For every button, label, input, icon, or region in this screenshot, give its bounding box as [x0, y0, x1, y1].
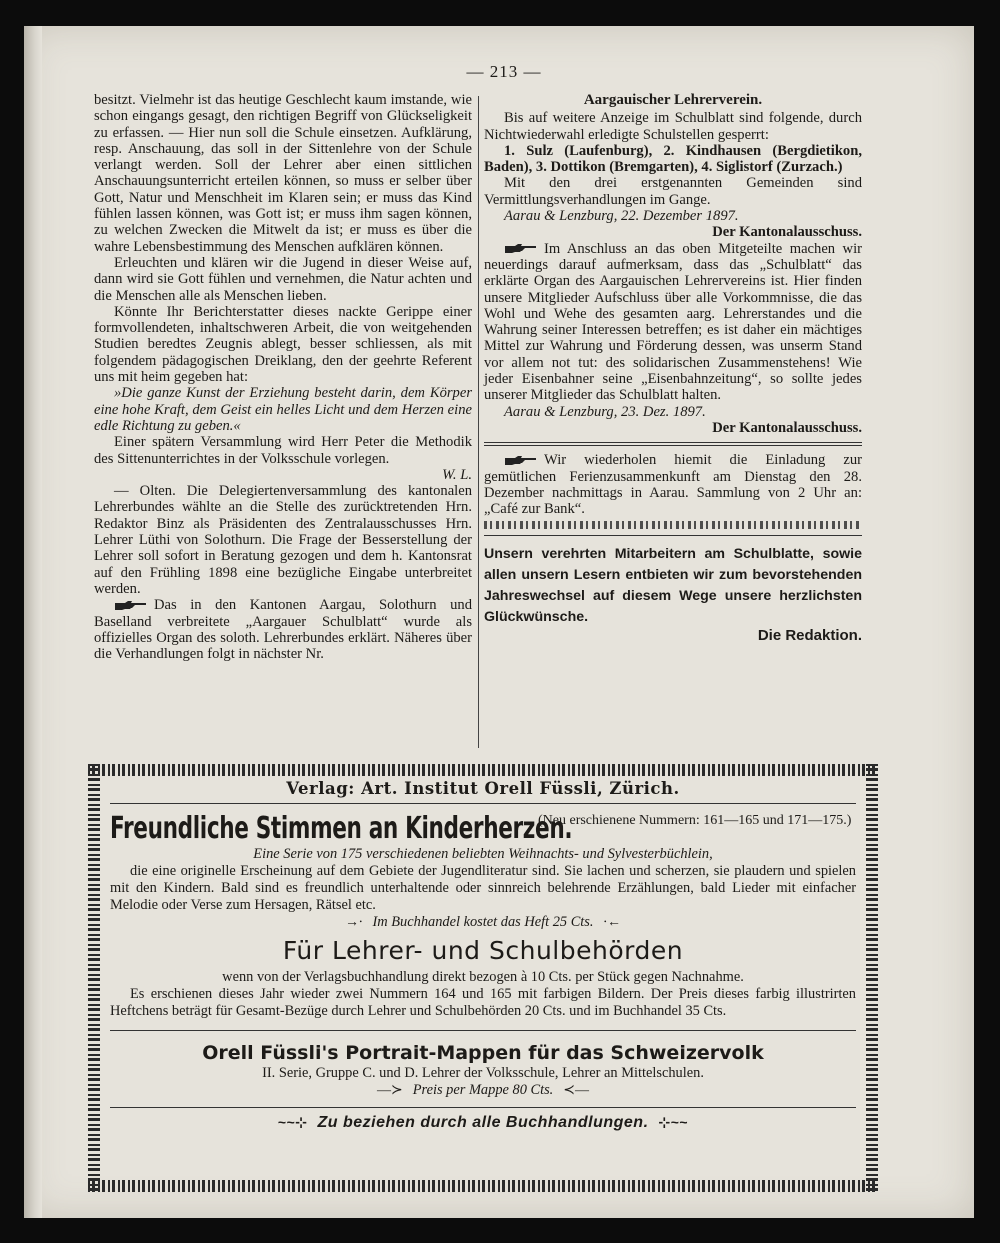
ornamental-border-right: [866, 764, 878, 1192]
pointing-hand-icon: [504, 455, 538, 467]
ad-description: die eine originelle Erscheinung auf dem Gebiete der Jugendliteratur sind. Sie lachen und scherzen, sie plaudern und spielen mit den Kindern. Bald sind es freundlich unterhaltende oder sinnreich belehrende Erzählungen, bald Lieder mit einfacher Melodie oder Verse zum Hersagen, Rätsel etc.: [110, 863, 856, 913]
pointing-hand-icon: [114, 600, 148, 612]
closed-positions-list: 1. Sulz (Laufenburg), 2. Kindhausen (Bergdietikon, Baden), 3. Dottikon (Bremgarten), 4. Siglistorf (Zurzach.): [484, 142, 862, 176]
flourish-icon: ∙←: [603, 915, 622, 930]
colour-edition-note: Es erschienen dieses Jahr wieder zwei Nummern 164 und 165 mit farbigen Bildern. Der Preis dieses farbig illustrirten Heftchens beträgt für Gesamt-Bezüge durch Lehrer und Schulbehörden 20 Cts. und im Buchhandel 35 Cts.: [110, 986, 856, 1019]
title-row: [110, 812, 856, 846]
ornamental-border-left: [88, 764, 100, 1192]
publisher-line: Verlag: Art. Institut Orell Füssli, Zürich.: [286, 779, 680, 798]
flourish-icon: —≻: [376, 1083, 403, 1098]
portrait-folders-title: Orell Füssli's Portrait-Mappen für das Schweizervolk: [202, 1042, 764, 1064]
article-paragraph: besitzt. Vielmehr ist das heutige Geschlecht kaum imstande, wie schon eingangs gesagt, den richtigen Begriff von Glückseligkeit zu erfassen. — Hier nun soll die Schule einsetzen. Aufklärung, resp. Anschauung, das soll in der Sittenlehre von der Schule verlangt werden. Soll der Lehrer aber einen sittlichen Anschauungsunterricht erteilen können, so muss er selber über Gott, Natur und Menschheit im Klaren sein; er muss das Kind fühlen lassen können, was Gott ist; er muss ihm sagen können, zu welchen Zwecken die Mitwelt da ist; er muss es über die wahre Lebensbestimmung des Menschen aufklären können.: [94, 92, 472, 255]
ornamental-rule: [484, 521, 862, 529]
portrait-folders-series: II. Serie, Gruppe C. und D. Lehrer der Volksschule, Lehrer an Mittelschulen.: [262, 1065, 704, 1081]
thin-rule: [110, 1030, 856, 1031]
shop-price-line: →∙ Im Buchhandel kostet das Heft 25 Cts. ∙←: [344, 914, 622, 930]
ornamental-border-bottom: [88, 1180, 878, 1192]
article-paragraph: Erleuchten und klären wir die Jugend in dieser Weise auf, dann wird sie Gott fühlen und vernehmen, die Natur achten und die Menschen alle als Menschen lieben.: [94, 254, 472, 304]
schulblatt-paragraph: Das in den Kantonen Aargau, Solothurn und Baselland verbreitete „Aargauer Schulblatt“ wurde als offizielles Organ des soloth. Lehrerbundes erklärt. Näheres über die Verhandlungen folgt in nächster Nr.: [94, 597, 472, 663]
new-year-greeting: Unsern verehrten Mitarbeitern am Schulblatte, sowie allen unsern Lesern entbieten wir zum bevorstehenden Jahreswechsel auf diesem Wege unsere herzlichsten Glückwünsche.: [484, 546, 862, 626]
portrait-folders-price: —≻ Preis per Mappe 80 Cts. ≺—: [376, 1082, 590, 1098]
flourish-icon: →∙: [344, 915, 363, 930]
flourish-icon: ≺—: [563, 1083, 590, 1098]
author-signature: W. L.: [442, 466, 472, 483]
column-divider: [478, 96, 479, 748]
article-paragraph: Mit den drei erstgenannten Gemeinden sind Vermittlungsverhandlungen im Gange.: [484, 175, 862, 208]
new-numbers-note: (Neu erschienene Nummern: 161—165 und 171—175.): [538, 813, 852, 828]
order-line: wenn von der Verlagsbuchhandlung direkt bezogen à 10 Cts. per Stück gegen Nachnahme.: [222, 969, 744, 985]
page-binding: [24, 26, 42, 1218]
advertisement-content: [110, 780, 856, 1131]
membership-paragraph: Im Anschluss an das oben Mitgeteilte machen wir neuerdings darauf aufmerksam, dass das „Schulblatt“ das erklärte Organ des Aargauischen Lehrervereins ist. Hier finden unsere Mitglieder Aufschluss über alle Vorkommnisse, die das Wohl und Wehe des gesamten aarg. Lehrerstandes und die Wahrung seiner Interessen betreffen; es ist daher ein mächtiges Mittel zur Wahrung und Förderung dessen, was unserm Stand vor allem not tut: des solidarischen Zusammenstehens! Wie jeder Eisenbahner seine „Eisenbahnzeitung“, so sollte jedes unserer Mitglieder das Schulblatt halten.: [484, 240, 862, 404]
availability-line: ~~⊹ Zu beziehen durch alle Buchhandlungen. ⊹~~: [277, 1114, 689, 1131]
left-column: [94, 92, 472, 662]
committee-signature: Der Kantonalausschuss.: [712, 419, 862, 436]
ad-title: Freundliche Stimmen an Kinderherzen.: [110, 811, 573, 846]
thin-rule: [110, 1107, 856, 1108]
flourish-icon: ~~⊹: [277, 1114, 308, 1130]
invitation-paragraph: Wir wiederholen hiemit die Einladung zur gemütlichen Ferienzusammenkunft am Dienstag den 28. Dezember nachmittags in Aarau. Sammlung von 2 Uhr an: „Café zur Bank“.: [484, 452, 862, 518]
right-column: [484, 92, 862, 645]
flourish-icon: ⊹~~: [658, 1114, 689, 1130]
section-heading: Aargauischer Lehrerverein.: [583, 92, 763, 108]
dateline: Aarau & Lenzburg, 22. Dezember 1897.: [504, 208, 739, 225]
committee-signature: Der Kantonalausschuss.: [712, 224, 862, 241]
pointing-hand-icon: [504, 243, 538, 255]
editorial-signature: Die Redaktion.: [757, 627, 862, 645]
teachers-heading: Für Lehrer- und Schulbehörden: [282, 936, 684, 965]
double-rule: [484, 442, 862, 446]
ornamental-border-top: [88, 764, 878, 776]
article-paragraph: Einer spätern Versammlung wird Herr Peter die Methodik des Sittenunterrichtes in der Volksschule vorlegen.: [94, 434, 472, 467]
advertisement-box: [88, 764, 878, 1192]
dateline: Aarau & Lenzburg, 23. Dez. 1897.: [504, 403, 706, 420]
page-number: — 213 —: [466, 62, 542, 81]
newspaper-page: [24, 26, 974, 1218]
thin-rule: [484, 535, 862, 536]
thin-rule: [110, 803, 856, 804]
series-line: Eine Serie von 175 verschiedenen beliebten Weihnachts- und Sylvesterbüchlein,: [253, 846, 713, 862]
quote-paragraph: »Die ganze Kunst der Erziehung besteht darin, dem Körper eine hohe Kraft, dem Geist ein helles Licht und dem Herzen eine edle Richtung zu geben.«: [94, 385, 472, 434]
article-paragraph: Bis auf weitere Anzeige im Schulblatt sind folgende, durch Nichtwiederwahl erledigte Schulstellen gesperrt:: [484, 110, 862, 143]
article-paragraph: Könnte Ihr Berichterstatter dieses nackte Gerippe einer formvollendeten, inhaltschweren Arbeit, die von weitgehenden Studien beredtes Zeugnis ablegt, besser schliessen, als mit folgendem pädagogischen Dreiklang, den der geehrte Referent uns mit heim gegeben hat:: [94, 303, 472, 386]
olten-paragraph: — Olten. Die Delegiertenversammlung des kantonalen Lehrerbundes wählte an die Stelle des zurücktretenden Hrn. Redaktor Binz als Präsidenten des Zentralausschusses Hrn. Lehrer Lüthi von Solothurn. Die Frage der Besserstellung der Lehrer soll sofort in Beratung gezogen und dem h. Kantonsrat auf den Frühling 1898 eine bezügliche Eingabe unterbreitet werden.: [94, 483, 472, 597]
